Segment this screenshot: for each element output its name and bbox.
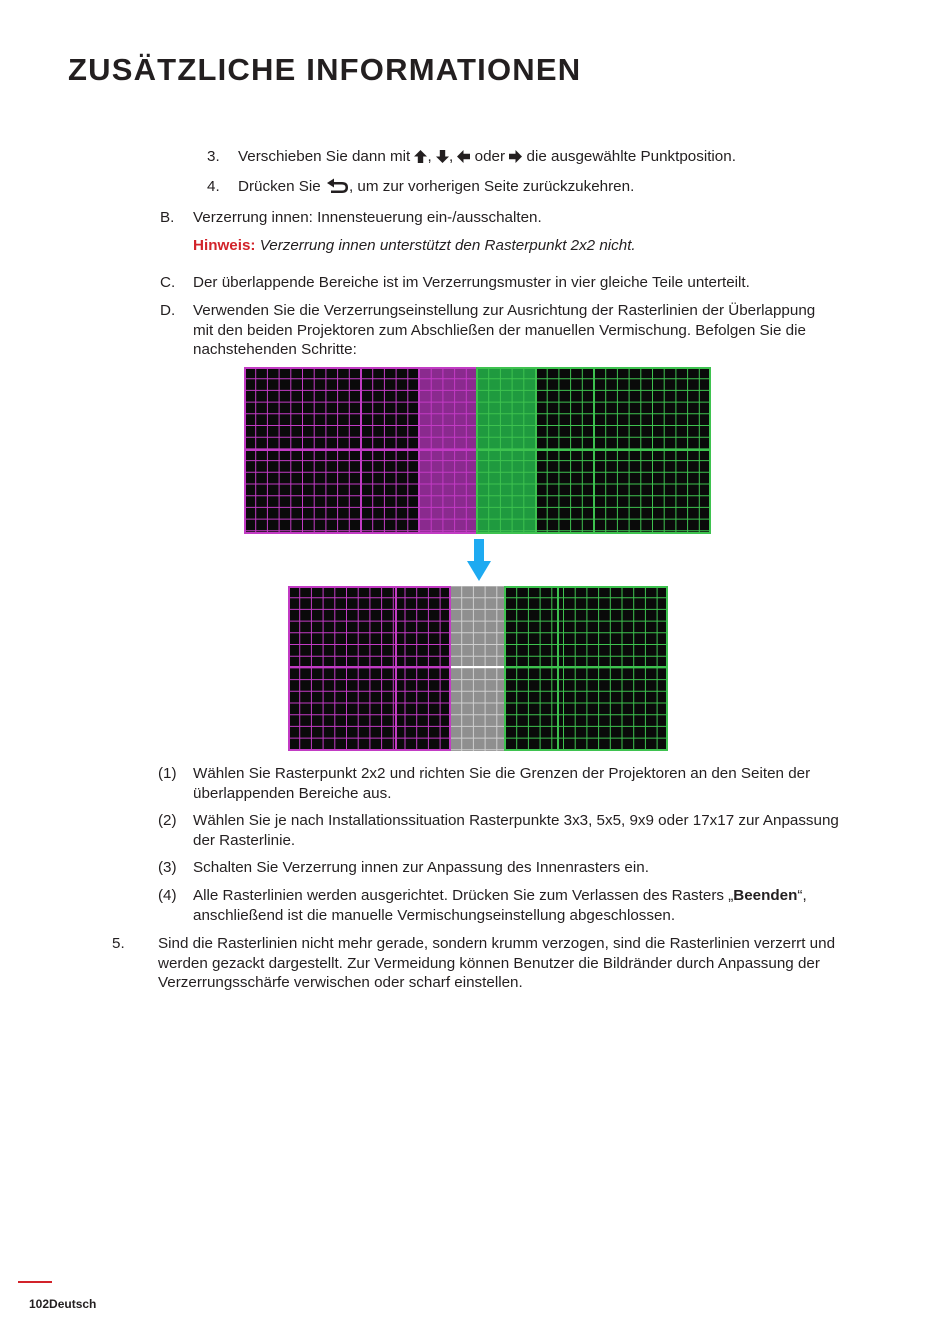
substep-text bbox=[193, 811, 839, 850]
step-text bbox=[158, 934, 835, 993]
step-number: 4. bbox=[207, 178, 220, 195]
arrow-up-icon bbox=[414, 150, 427, 163]
item-text: Der überlappende Bereiche ist im Verzerrungsmuster in vier gleiche Teile unterteilt. bbox=[193, 274, 750, 291]
step-text-part: die ausgewählte Punktposition. bbox=[526, 148, 736, 165]
step-text bbox=[238, 147, 736, 167]
step-text-part: Drücken Sie bbox=[238, 178, 321, 195]
arrow-left-icon bbox=[457, 150, 470, 163]
step-text bbox=[238, 177, 634, 197]
note bbox=[193, 236, 636, 256]
step-text-part: Verschieben Sie dann mit bbox=[238, 148, 411, 165]
step-number: 5. bbox=[112, 935, 125, 952]
step-text-part: , bbox=[448, 148, 454, 165]
page-number: 102 bbox=[29, 1297, 50, 1311]
substep-text-line: der Rasterlinie. bbox=[193, 831, 296, 849]
substep-text bbox=[193, 886, 807, 925]
substep-text bbox=[193, 764, 810, 803]
item-text-line: mit den beiden Projektoren zum Abschließen der manuellen Vermischung. Befolgen Sie die bbox=[193, 321, 806, 339]
arrow-down-icon bbox=[436, 150, 449, 163]
exit-label: Beenden bbox=[733, 887, 798, 904]
substep-text-part: “, bbox=[797, 887, 807, 904]
step-text-part: , bbox=[427, 148, 432, 165]
note-label: Hinweis: bbox=[193, 237, 256, 254]
footer-language: Deutsch bbox=[49, 1297, 97, 1311]
substep-number: (3) bbox=[158, 859, 177, 876]
step-text-line: Verzerrungsschärfe verwischen oder scharf einstellen. bbox=[158, 974, 523, 991]
item-letter: B. bbox=[160, 209, 175, 226]
substep-number: (2) bbox=[158, 812, 177, 829]
substep-number: (4) bbox=[158, 887, 177, 904]
step-text-line: Sind die Rasterlinien nicht mehr gerade, sondern krumm verzogen, sind die Rasterlinien verzerrt und bbox=[158, 935, 836, 952]
substep-text-line: Wählen Sie Rasterpunkt 2x2 und richten Sie die Grenzen der Projektoren an den Seiten der bbox=[193, 765, 811, 782]
item-text bbox=[193, 301, 815, 360]
substep-text-line: Wählen Sie je nach Installationssituation Rasterpunkte 3x3, 5x5, 9x9 oder 17x17 zur Anpassung bbox=[193, 812, 839, 829]
item-text-line: Verwenden Sie die Verzerrungseinstellung zur Ausrichtung der Rasterlinien der Überlappung bbox=[193, 302, 816, 319]
page-footer bbox=[29, 1297, 96, 1311]
grid-before-diagram bbox=[244, 367, 711, 534]
arrow-right-icon bbox=[509, 150, 522, 163]
down-arrow-icon bbox=[467, 539, 491, 581]
step-text-line: werden gezackt dargestellt. Zur Vermeidung können Benutzer die Bildränder durch Anpassung der bbox=[158, 954, 820, 972]
item-letter: C. bbox=[160, 274, 176, 291]
page-title: ZUSÄTZLICHE INFORMATIONEN bbox=[68, 52, 582, 87]
substep-number: (1) bbox=[158, 765, 177, 782]
grid-after-diagram bbox=[288, 586, 668, 751]
substep-text: Schalten Sie Verzerrung innen zur Anpassung des Innenrasters ein. bbox=[193, 859, 649, 876]
item-letter: D. bbox=[160, 302, 176, 319]
return-icon bbox=[325, 177, 349, 194]
step-text-part: , um zur vorherigen Seite zurückzukehren. bbox=[348, 178, 635, 195]
substep-text-part: Alle Rasterlinien werden ausgerichtet. Drücken Sie zum Verlassen des Rasters „ bbox=[193, 887, 734, 904]
substep-text-line: anschließend ist die manuelle Vermischungseinstellung abgeschlossen. bbox=[193, 906, 676, 924]
item-text: Verzerrung innen: Innensteuerung ein-/ausschalten. bbox=[193, 209, 542, 226]
step-number: 3. bbox=[207, 148, 220, 165]
note-text: Verzerrung innen unterstützt den Rasterpunkt 2x2 nicht. bbox=[259, 237, 636, 254]
substep-text-line bbox=[193, 886, 807, 906]
step-text-part: oder bbox=[474, 148, 506, 165]
item-text-line: nachstehenden Schritte: bbox=[193, 341, 357, 358]
substep-text-line: überlappenden Bereiche aus. bbox=[193, 784, 392, 802]
footer-accent-line bbox=[18, 1281, 52, 1283]
